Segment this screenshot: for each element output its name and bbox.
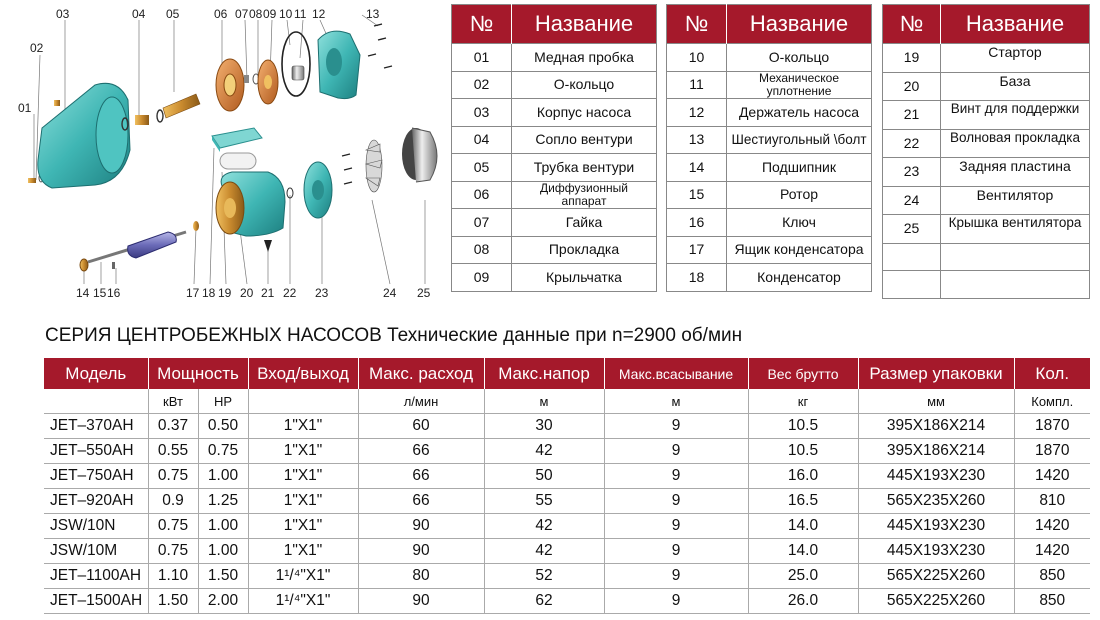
cell: JET–1500AH xyxy=(44,589,148,614)
part-name: Конденсатор xyxy=(727,264,872,292)
table-row xyxy=(883,101,1090,130)
part-name: Сопло вентури xyxy=(512,126,657,154)
cell: 66 xyxy=(358,464,484,489)
cell: 9 xyxy=(604,564,748,589)
cell: 1420 xyxy=(1014,464,1090,489)
cell: 60 xyxy=(358,414,484,439)
cell: 1420 xyxy=(1014,514,1090,539)
cell: 0.50 xyxy=(198,414,248,439)
part-name: Трубка вентури xyxy=(512,154,657,182)
table-row xyxy=(883,215,1090,244)
part-num: 02 xyxy=(452,71,512,99)
cell: 445X193X230 xyxy=(858,464,1014,489)
part-name: Диффузионный аппарат xyxy=(512,181,657,209)
cell: 1"X1" xyxy=(248,514,358,539)
cell: 1.50 xyxy=(148,589,198,614)
unit: HP xyxy=(198,389,248,414)
table-row xyxy=(452,99,657,127)
part-name: Шестиугольный \болт xyxy=(727,126,872,154)
cell: 90 xyxy=(358,589,484,614)
cell: JET–550AH xyxy=(44,439,148,464)
part-num: 10 xyxy=(667,44,727,72)
table-row xyxy=(44,489,1090,514)
unit: м xyxy=(604,389,748,414)
cell: JET–1100AH xyxy=(44,564,148,589)
part-name: О-кольцо xyxy=(512,71,657,99)
label-18: 18 xyxy=(202,286,216,300)
part-name: Крышка вентилятора xyxy=(941,215,1090,244)
header-num: № xyxy=(452,5,512,44)
cell: 9 xyxy=(604,539,748,564)
col-model: Модель xyxy=(44,358,148,389)
cell: 9 xyxy=(604,439,748,464)
table-row xyxy=(452,181,657,209)
cell: 42 xyxy=(484,439,604,464)
cell: 80 xyxy=(358,564,484,589)
table-row xyxy=(452,236,657,264)
part-name: Ключ xyxy=(727,209,872,237)
cell: 0.75 xyxy=(148,464,198,489)
label-12: 12 xyxy=(312,7,326,21)
part-num xyxy=(883,271,941,299)
part-name: Крыльчатка xyxy=(512,264,657,292)
cell: 1.25 xyxy=(198,489,248,514)
table-row xyxy=(883,44,1090,73)
cell: 565X225X260 xyxy=(858,589,1014,614)
cell: 1.00 xyxy=(198,514,248,539)
part-num: 05 xyxy=(452,154,512,182)
part-num: 23 xyxy=(883,158,941,187)
unit xyxy=(248,389,358,414)
table-row xyxy=(667,99,872,127)
part-num xyxy=(883,243,941,271)
cell: 0.55 xyxy=(148,439,198,464)
label-04: 04 xyxy=(132,7,146,21)
cell: 0.37 xyxy=(148,414,198,439)
parts-table-1 xyxy=(451,4,657,292)
table-row xyxy=(44,514,1090,539)
cell: 16.5 xyxy=(748,489,858,514)
cell: 1"X1" xyxy=(248,539,358,564)
header-num: № xyxy=(667,5,727,44)
table-row xyxy=(452,71,657,99)
part-num: 14 xyxy=(667,154,727,182)
cell: 0.9 xyxy=(148,489,198,514)
table-row xyxy=(883,129,1090,158)
cell: 1.50 xyxy=(198,564,248,589)
table-row xyxy=(883,243,1090,271)
table-row xyxy=(452,126,657,154)
part-num: 06 xyxy=(452,181,512,209)
part-num: 19 xyxy=(883,44,941,73)
part-name: Корпус насоса xyxy=(512,99,657,127)
units-row xyxy=(44,389,1090,414)
label-08: 08 xyxy=(249,7,263,21)
cell: 1420 xyxy=(1014,539,1090,564)
col-power: Мощность xyxy=(148,358,248,389)
part-num: 08 xyxy=(452,236,512,264)
label-23: 23 xyxy=(315,286,329,300)
table-row xyxy=(44,464,1090,489)
cell: JET–750AH xyxy=(44,464,148,489)
col-suction: Макс.всасывание xyxy=(604,358,748,389)
cell: 0.75 xyxy=(198,439,248,464)
part-num: 24 xyxy=(883,186,941,215)
cell: 1¹/⁴"X1" xyxy=(248,589,358,614)
cell: 0.75 xyxy=(148,514,198,539)
cell: 14.0 xyxy=(748,514,858,539)
part-name: Винт для поддержки xyxy=(941,101,1090,130)
unit: мм xyxy=(858,389,1014,414)
unit xyxy=(44,389,148,414)
header-name: Название xyxy=(512,5,657,44)
part-name xyxy=(941,271,1090,299)
parts-table-2 xyxy=(666,4,872,292)
label-19: 19 xyxy=(218,286,232,300)
part-num: 01 xyxy=(452,44,512,72)
table-row xyxy=(667,181,872,209)
cell: 1870 xyxy=(1014,414,1090,439)
cell: 850 xyxy=(1014,564,1090,589)
label-02: 02 xyxy=(30,41,44,55)
table-row xyxy=(44,414,1090,439)
cell: 1¹/⁴"X1" xyxy=(248,564,358,589)
table-row xyxy=(452,209,657,237)
table-row xyxy=(44,539,1090,564)
part-num: 13 xyxy=(667,126,727,154)
exploded-diagram xyxy=(0,0,445,305)
col-weight: Вес брутто xyxy=(748,358,858,389)
cell: 62 xyxy=(484,589,604,614)
cell: 9 xyxy=(604,489,748,514)
part-num: 25 xyxy=(883,215,941,244)
header-num: № xyxy=(883,5,941,44)
col-qty: Кол. xyxy=(1014,358,1090,389)
col-package: Размер упаковки xyxy=(858,358,1014,389)
part-name: Ящик конденсатора xyxy=(727,236,872,264)
cell: 30 xyxy=(484,414,604,439)
table-row xyxy=(44,439,1090,464)
cell: 66 xyxy=(358,489,484,514)
label-21: 21 xyxy=(261,286,275,300)
label-06: 06 xyxy=(214,7,228,21)
part-name: Ротор xyxy=(727,181,872,209)
label-16: 16 xyxy=(107,286,121,300)
part-name: База xyxy=(941,72,1090,101)
unit: кВт xyxy=(148,389,198,414)
part-num: 03 xyxy=(452,99,512,127)
cell: 26.0 xyxy=(748,589,858,614)
cell: 445X193X230 xyxy=(858,539,1014,564)
cell: 1"X1" xyxy=(248,414,358,439)
table-row xyxy=(883,158,1090,187)
cell: 9 xyxy=(604,464,748,489)
header-name: Название xyxy=(727,5,872,44)
cell: 1.00 xyxy=(198,464,248,489)
part-num: 16 xyxy=(667,209,727,237)
part-name: Медная пробка xyxy=(512,44,657,72)
cell: 1"X1" xyxy=(248,489,358,514)
part-name: Гайка xyxy=(512,209,657,237)
part-num: 18 xyxy=(667,264,727,292)
part-name: Подшипник xyxy=(727,154,872,182)
label-07: 07 xyxy=(235,7,249,21)
cell: 10.5 xyxy=(748,414,858,439)
cell: JET–920AH xyxy=(44,489,148,514)
table-row xyxy=(667,209,872,237)
table-row xyxy=(452,264,657,292)
part-num: 12 xyxy=(667,99,727,127)
part-num: 04 xyxy=(452,126,512,154)
part-name: О-кольцо xyxy=(727,44,872,72)
cell: 9 xyxy=(604,589,748,614)
cell: 42 xyxy=(484,539,604,564)
unit: м xyxy=(484,389,604,414)
cell: JSW/10N xyxy=(44,514,148,539)
cell: 50 xyxy=(484,464,604,489)
cell: 445X193X230 xyxy=(858,514,1014,539)
part-name: Волновая прокладка xyxy=(941,129,1090,158)
col-head: Макс.напор xyxy=(484,358,604,389)
label-15: 15 xyxy=(93,286,107,300)
table-row xyxy=(44,564,1090,589)
label-11: 11 xyxy=(294,7,307,21)
part-num: 17 xyxy=(667,236,727,264)
unit: Компл. xyxy=(1014,389,1090,414)
part-name: Механическое уплотнение xyxy=(727,71,872,99)
part-num: 22 xyxy=(883,129,941,158)
cell: JET–370AH xyxy=(44,414,148,439)
cell: 850 xyxy=(1014,589,1090,614)
table-row xyxy=(883,271,1090,299)
cell: JSW/10M xyxy=(44,539,148,564)
part-num: 21 xyxy=(883,101,941,130)
cell: 9 xyxy=(604,414,748,439)
cell: 565X225X260 xyxy=(858,564,1014,589)
label-05: 05 xyxy=(166,7,180,21)
cell: 1870 xyxy=(1014,439,1090,464)
header-name: Название xyxy=(941,5,1090,44)
cell: 10.5 xyxy=(748,439,858,464)
col-inout: Вход/выход xyxy=(248,358,358,389)
label-14: 14 xyxy=(76,286,90,300)
unit: л/мин xyxy=(358,389,484,414)
label-20: 20 xyxy=(240,286,254,300)
part-name: Держатель насоса xyxy=(727,99,872,127)
unit: кг xyxy=(748,389,858,414)
cell: 1"X1" xyxy=(248,439,358,464)
table-row xyxy=(667,154,872,182)
cell: 1.00 xyxy=(198,539,248,564)
label-24: 24 xyxy=(383,286,397,300)
label-09: 09 xyxy=(263,7,277,21)
part-num: 07 xyxy=(452,209,512,237)
label-25: 25 xyxy=(417,286,431,300)
part-num: 11 xyxy=(667,71,727,99)
table-row xyxy=(452,44,657,72)
table-row xyxy=(667,236,872,264)
spec-table xyxy=(44,358,1090,614)
cell: 66 xyxy=(358,439,484,464)
cell: 42 xyxy=(484,514,604,539)
part-name xyxy=(941,243,1090,271)
label-13: 13 xyxy=(366,7,380,21)
label-10: 10 xyxy=(279,7,293,21)
cell: 52 xyxy=(484,564,604,589)
table-row xyxy=(667,126,872,154)
label-03: 03 xyxy=(56,7,70,21)
table-row xyxy=(667,44,872,72)
part-name: Стартор xyxy=(941,44,1090,73)
part-num: 20 xyxy=(883,72,941,101)
part-name: Задняя пластина xyxy=(941,158,1090,187)
table-row xyxy=(883,186,1090,215)
cell: 395X186X214 xyxy=(858,439,1014,464)
label-01: 01 xyxy=(18,101,32,115)
part-name: Прокладка xyxy=(512,236,657,264)
cell: 565X235X260 xyxy=(858,489,1014,514)
table-row xyxy=(667,264,872,292)
table-row xyxy=(452,154,657,182)
cell: 2.00 xyxy=(198,589,248,614)
part-num: 09 xyxy=(452,264,512,292)
label-17: 17 xyxy=(186,286,200,300)
cell: 90 xyxy=(358,514,484,539)
table-row xyxy=(44,589,1090,614)
table-row xyxy=(667,71,872,99)
cell: 810 xyxy=(1014,489,1090,514)
label-22: 22 xyxy=(283,286,297,300)
table-row xyxy=(883,72,1090,101)
cell: 395X186X214 xyxy=(858,414,1014,439)
cell: 1.10 xyxy=(148,564,198,589)
parts-table-3 xyxy=(882,4,1090,299)
cell: 1"X1" xyxy=(248,464,358,489)
cell: 90 xyxy=(358,539,484,564)
cell: 9 xyxy=(604,514,748,539)
cell: 55 xyxy=(484,489,604,514)
part-name: Вентилятор xyxy=(941,186,1090,215)
part-num: 15 xyxy=(667,181,727,209)
spec-title: СЕРИЯ ЦЕНТРОБЕЖНЫХ НАСОСОВ Технические данные при n=2900 об/мин xyxy=(45,325,743,346)
cell: 14.0 xyxy=(748,539,858,564)
cell: 25.0 xyxy=(748,564,858,589)
cell: 0.75 xyxy=(148,539,198,564)
col-flow: Макс. расход xyxy=(358,358,484,389)
cell: 16.0 xyxy=(748,464,858,489)
